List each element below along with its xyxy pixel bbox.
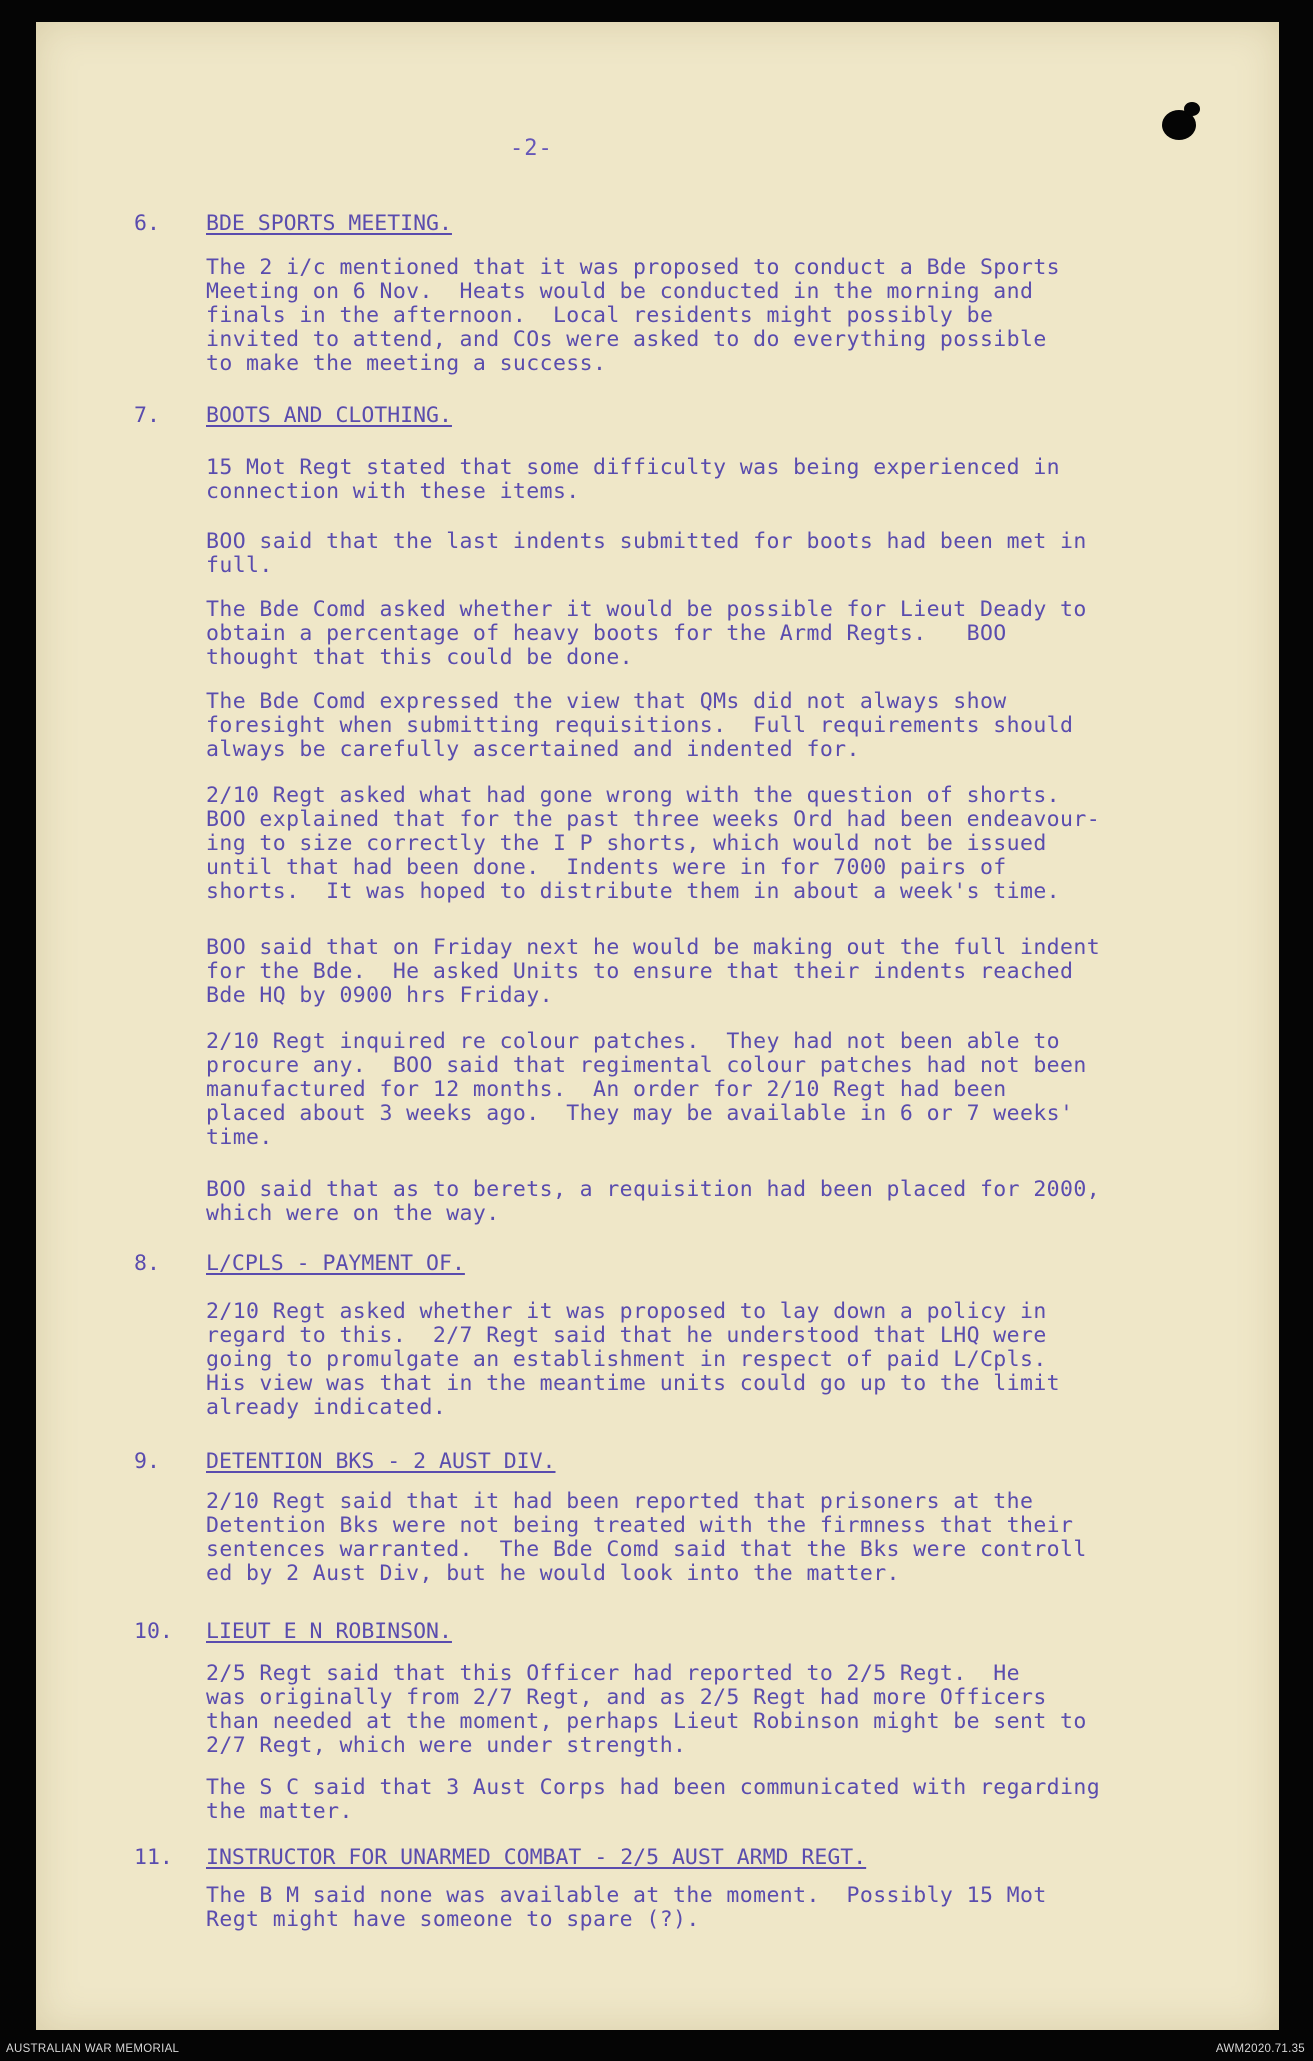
section-number: 9. <box>134 1449 160 1474</box>
section-paragraph: 2/10 Regt asked what had gone wrong with the question of shorts. BOO explained that for the past three weeks Ord had been endeavour- ing to size correctly the I P shorts, which would not be issued until that had been done. Indents were in for 7000 pairs of shorts. It was hoped to distribute them in about a week's time. <box>206 783 1101 904</box>
archive-footer-right: AWM2020.71.35 <box>1215 2043 1305 2055</box>
section-paragraph: 2/10 Regt asked whether it was proposed to lay down a policy in regard to this. 2/7 Regt said that he understood that LHQ were going to promulgate an establishment in respect of paid L/Cpls. His view was that in the meantime units could go up to the limit already indicated. <box>206 1299 1061 1420</box>
section-heading: DETENTION BKS - 2 AUST DIV. <box>206 1449 556 1474</box>
section-paragraph: 2/5 Regt said that this Officer had reported to 2/5 Regt. He was originally from 2/7 Regt, and as 2/5 Regt had more Officers than needed at the moment, perhaps Lieut Robinson might be sent to 2/7 Regt, which were under strength. <box>206 1661 1087 1758</box>
section-paragraph: 15 Mot Regt stated that some difficulty was being experienced in connection with these items. <box>206 455 1061 504</box>
punch-hole <box>1184 102 1200 116</box>
page-number: -2- <box>510 136 553 161</box>
section-heading: BDE SPORTS MEETING. <box>206 211 452 236</box>
section-paragraph: 2/10 Regt said that it had been reported that prisoners at the Detention Bks were not being treated with the firmness that their sentences warranted. The Bde Comd said that the Bks were controll ed by 2 Aust Div, but he would look into the matter. <box>206 1489 1087 1586</box>
section-number: 8. <box>134 1251 160 1276</box>
section-paragraph: The Bde Comd expressed the view that QMs did not always show foresight when submitting requisitions. Full requirements should always be carefully ascertained and indented for. <box>206 689 1074 762</box>
section-heading: INSTRUCTOR FOR UNARMED COMBAT - 2/5 AUST ARMD REGT. <box>206 1845 867 1870</box>
section-paragraph: 2/10 Regt inquired re colour patches. They had not been able to procure any. BOO said that regimental colour patches had not been manufactured for 12 months. An order for 2/10 Regt had been placed about 3 weeks ago. They may be available in 6 or 7 weeks' time. <box>206 1029 1087 1150</box>
section-number: 6. <box>134 211 160 236</box>
section-heading: L/CPLS - PAYMENT OF. <box>206 1251 465 1276</box>
section-paragraph: BOO said that on Friday next he would be making out the full indent for the Bde. He asked Units to ensure that their indents reached Bde HQ by 0900 hrs Friday. <box>206 935 1101 1008</box>
section-number: 11. <box>134 1845 173 1870</box>
section-paragraph: The 2 i/c mentioned that it was proposed to conduct a Bde Sports Meeting on 6 Nov. Heats would be conducted in the morning and finals in the afternoon. Local residents might possibly be invited to attend, and COs were asked to do everything possible to make the meeting a success. <box>206 255 1061 376</box>
section-paragraph: BOO said that the last indents submitted for boots had been met in full. <box>206 529 1087 578</box>
section-paragraph: The Bde Comd asked whether it would be possible for Lieut Deady to obtain a percentage of heavy boots for the Armd Regts. BOO thought that this could be done. <box>206 597 1087 670</box>
section-number: 7. <box>134 403 160 428</box>
section-paragraph: The S C said that 3 Aust Corps had been communicated with regarding the matter. <box>206 1775 1101 1824</box>
section-heading: LIEUT E N ROBINSON. <box>206 1619 452 1644</box>
section-paragraph: BOO said that as to berets, a requisition had been placed for 2000, which were on the way. <box>206 1177 1101 1226</box>
section-heading: BOOTS AND CLOTHING. <box>206 403 452 428</box>
section-number: 10. <box>134 1619 173 1644</box>
archive-footer-left: AUSTRALIAN WAR MEMORIAL <box>6 2043 180 2055</box>
section-paragraph: The B M said none was available at the moment. Possibly 15 Mot Regt might have someone to spare (?). <box>206 1883 1047 1932</box>
